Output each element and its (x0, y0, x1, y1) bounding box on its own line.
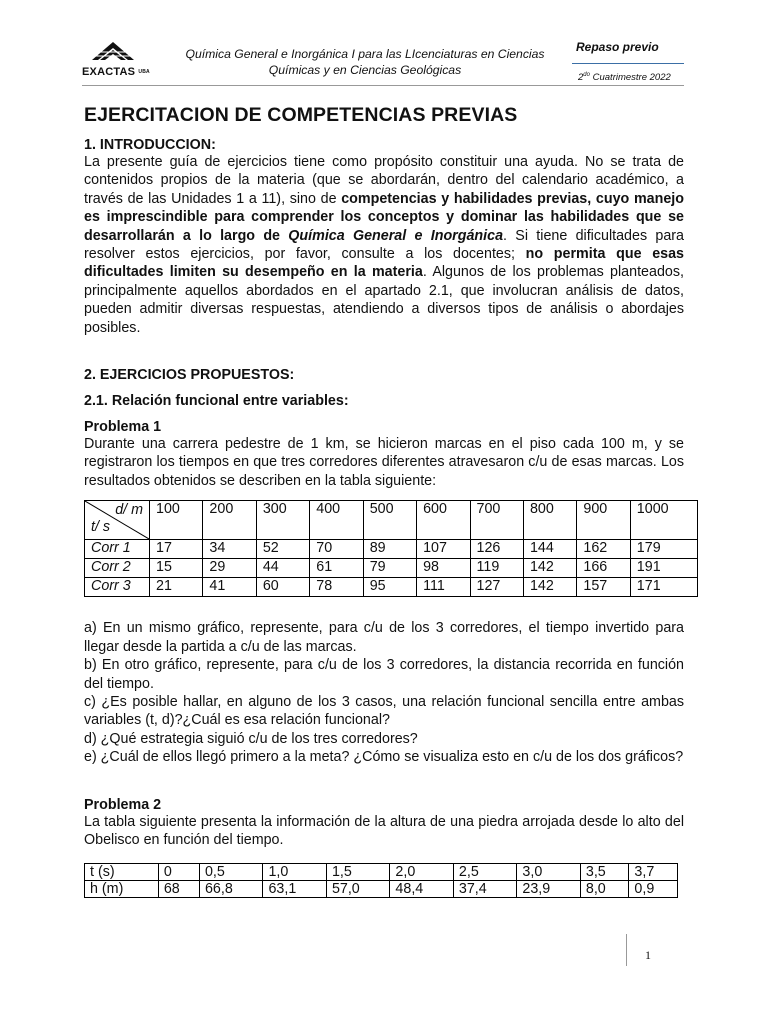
exactas-logo (82, 38, 150, 84)
table-cell: 162 (577, 540, 630, 559)
table-cell: 1,5 (326, 864, 389, 881)
intro-text-2: . Si tiene dificultades para resolver estos ejercicios, por favor, consulte a los docentes; (84, 227, 684, 263)
table-row (85, 559, 698, 578)
header-rule (572, 63, 684, 64)
row-label: Corr 2 (85, 559, 150, 578)
table-cell: 29 (203, 559, 256, 578)
header-cell: 200 (203, 501, 256, 540)
intro-text-3: . Algunos de los problemas planteados, principalmente aquellos abordados en el apartado 2.1, que involucran análisis de datos, pueden admitir diversas respuestas, atendiendo a diversos tipos de análisis o abordajes posibles. (84, 264, 684, 336)
course-line-1: Química General e Inorgánica I para las LIcenciaturas en Ciencias (185, 47, 545, 61)
term-superscript: do (583, 72, 590, 78)
exercises-heading: 2. EJERCICIOS PROPUESTOS: (84, 367, 295, 384)
table-cell: 95 (363, 578, 416, 597)
question-d: d) ¿Qué estrategia siguió c/u de los tres corredores? (84, 730, 418, 747)
table-cell: 107 (417, 540, 470, 559)
table-cell: 37,4 (453, 881, 516, 898)
table-cell: 52 (256, 540, 309, 559)
header-right (572, 40, 684, 83)
header-cell: 1000 (630, 501, 697, 540)
header-divider (82, 85, 684, 86)
table-cell: 171 (630, 578, 697, 597)
runners-table (84, 500, 698, 597)
stone-height-table (84, 863, 678, 898)
table-cell: 0,9 (629, 881, 678, 898)
row-label: Corr 3 (85, 578, 150, 597)
question-e: e) ¿Cuál de ellos llegó primero a la meta? ¿Cómo se visualiza esto en c/u de los dos gráficos? (84, 749, 684, 766)
row-label: Corr 1 (85, 540, 150, 559)
table-cell: 89 (363, 540, 416, 559)
problem-1-title: Problema 1 (84, 419, 162, 436)
header-cell: 400 (310, 501, 363, 540)
course-line-2: Químicas y en Ciencias Geológicas (268, 63, 462, 77)
table-cell: 142 (523, 559, 576, 578)
intro-heading: 1. INTRODUCCION: (84, 137, 216, 153)
course-name (170, 46, 560, 78)
problem-1-text: Durante una carrera pedestre de 1 km, se hicieron marcas en el piso cada 100 m, y se registraron los tiempos en que tres corredores diferentes atravesaron c/u de esas marcas. Los resultados obtenidos se describen en la tabla siguiente: (84, 436, 684, 489)
table-corner-cell (85, 501, 150, 540)
document-title: EJERCITACION DE COMPETENCIAS PREVIAS (84, 104, 518, 126)
problem-1-questions (84, 619, 684, 766)
question-a: a) En un mismo gráfico, represente, para c/u de los 3 corredores, el tiempo invertido para llegar desde la partida a c/u de las marcas. (84, 620, 684, 655)
row-label: h (m) (85, 881, 159, 898)
table-cell: 34 (203, 540, 256, 559)
logo-text (82, 66, 150, 78)
table-cell: 48,4 (390, 881, 453, 898)
table-cell: 2,0 (390, 864, 453, 881)
header-cell: 800 (523, 501, 576, 540)
table-cell: 1,0 (263, 864, 326, 881)
table-cell: 191 (630, 559, 697, 578)
table-cell: 23,9 (517, 881, 580, 898)
intro-bold-italic: Química General e Inorgánica (288, 227, 504, 244)
table-cell: 3,5 (580, 864, 629, 881)
table-cell: 17 (150, 540, 203, 559)
table-cell: 144 (523, 540, 576, 559)
logo-subtext: UBA (138, 69, 150, 75)
table-cell: 3,7 (629, 864, 678, 881)
row-label: t (s) (85, 864, 159, 881)
page-header (82, 38, 684, 88)
table-cell: 0 (158, 864, 199, 881)
table-cell: 68 (158, 881, 199, 898)
table-cell: 157 (577, 578, 630, 597)
table-cell: 41 (203, 578, 256, 597)
table-header-row (85, 501, 698, 540)
table-cell: 3,0 (517, 864, 580, 881)
page-number: 1 (645, 948, 651, 962)
table-cell: 21 (150, 578, 203, 597)
intro-bold-1: competencias y habilidades previas, cuyo manejo es imprescindible para comprender los conceptos y dominar las habilidades que se desarrollarán a lo largo de (84, 190, 684, 244)
table-cell: 2,5 (453, 864, 516, 881)
intro-bold-2: no permita que esas dificultades limiten su desempeño en la materia (84, 246, 684, 281)
table-row (85, 540, 698, 559)
question-b: b) En otro gráfico, represente, para c/u de los 3 corredores, la distancia recorrida en función del tiempo. (84, 657, 684, 692)
page-number-divider (626, 934, 627, 966)
document-body (84, 104, 684, 898)
header-cell: 700 (470, 501, 523, 540)
corner-distance-label: d/ m (115, 502, 143, 519)
intro-paragraph (84, 153, 684, 337)
table-cell: 66,8 (199, 881, 262, 898)
table-row (85, 881, 678, 898)
problem-2-text: La tabla siguiente presenta la información de la altura de una piedra arrojada desde lo alto del Obelisco en función del tiempo. (84, 813, 684, 848)
table-cell: 57,0 (326, 881, 389, 898)
table-cell: 111 (417, 578, 470, 597)
table-cell: 61 (310, 559, 363, 578)
intro-text-1: La presente guía de ejercicios tiene como propósito constituir una ayuda. No se trata de contenidos propios de la materia (que se abordarán, dentro del calendario académico, a través de las Unidades 1 a 11), sino de (84, 154, 684, 207)
term-label (572, 72, 684, 83)
logo-wordmark: EXACTAS (82, 66, 136, 78)
table-cell: 166 (577, 559, 630, 578)
subsection-heading: 2.1. Relación funcional entre variables: (84, 393, 349, 410)
table-cell: 98 (417, 559, 470, 578)
table-cell: 63,1 (263, 881, 326, 898)
table-cell: 126 (470, 540, 523, 559)
table-cell: 0,5 (199, 864, 262, 881)
table-cell: 44 (256, 559, 309, 578)
corner-time-label: t/ s (91, 519, 111, 536)
table-row (85, 864, 678, 881)
term-rest: Cuatrimestre 2022 (589, 72, 671, 84)
table-cell: 142 (523, 578, 576, 597)
header-cell: 900 (577, 501, 630, 540)
table-cell: 78 (310, 578, 363, 597)
header-cell: 100 (150, 501, 203, 540)
table-cell: 60 (256, 578, 309, 597)
table-row (85, 578, 698, 597)
term-ordinal: 2 (578, 72, 584, 84)
problem-2-title: Problema 2 (84, 796, 162, 813)
question-c: c) ¿Es posible hallar, en alguno de los 3 casos, una relación funcional sencilla entre ambas variables (t, d)?¿Cuál es esa relación funcional? (84, 693, 684, 729)
header-cell: 600 (417, 501, 470, 540)
table-cell: 8,0 (580, 881, 629, 898)
table-cell: 79 (363, 559, 416, 578)
header-cell: 300 (256, 501, 309, 540)
table-cell: 127 (470, 578, 523, 597)
logo-roof-icon (90, 38, 136, 62)
table-cell: 179 (630, 540, 697, 559)
badge-repaso: Repaso previo (576, 40, 659, 54)
table-cell: 119 (470, 559, 523, 578)
table-cell: 15 (150, 559, 203, 578)
table-cell: 70 (310, 540, 363, 559)
header-cell: 500 (363, 501, 416, 540)
